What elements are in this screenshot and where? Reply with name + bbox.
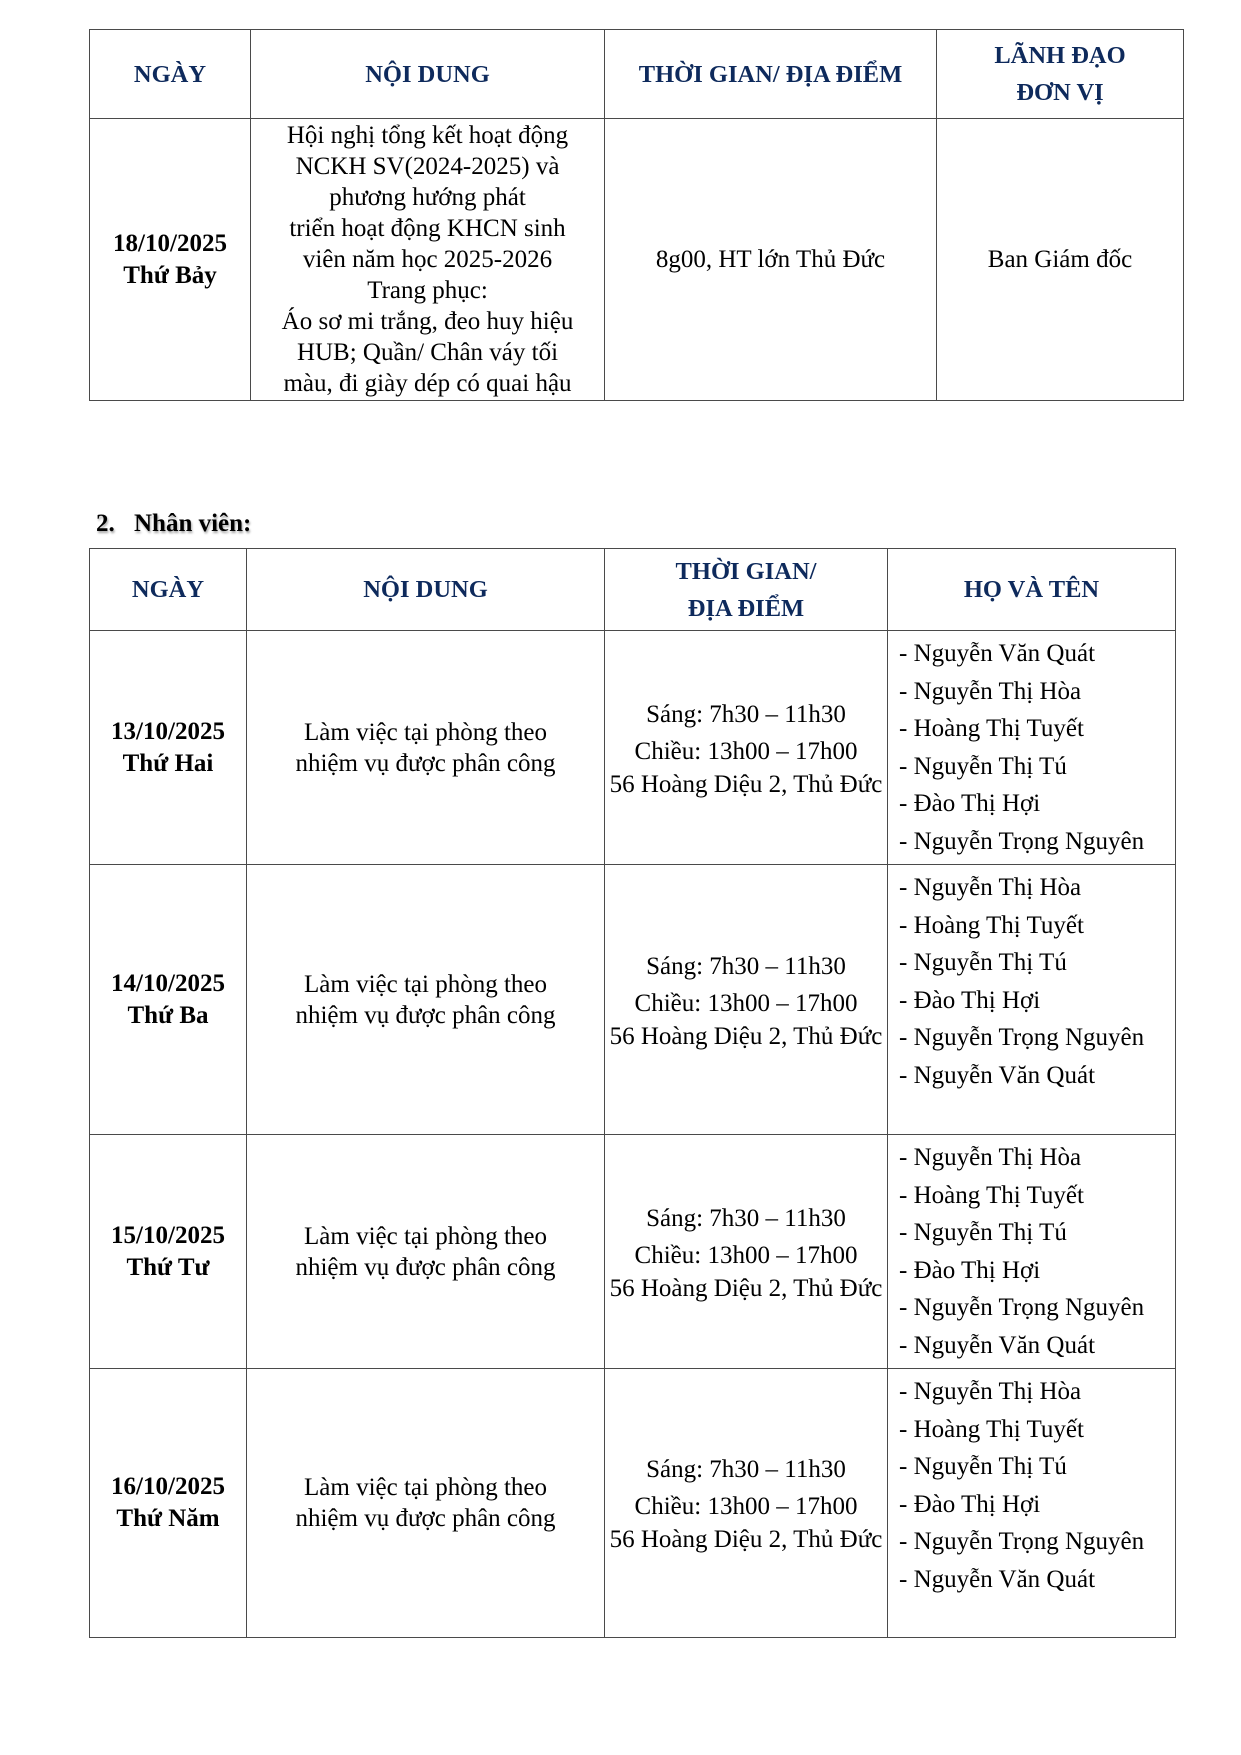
staff-name: - Hoàng Thị Tuyết — [899, 710, 1165, 748]
time-place-cell — [605, 1369, 888, 1638]
staff-name: - Đào Thị Hợi — [899, 1486, 1165, 1524]
staff-name: - Nguyễn Thị Tú — [899, 1448, 1165, 1486]
address: 56 Hoàng Diệu 2, Thủ Đức — [609, 1022, 883, 1050]
morning-hours: Sáng: 7h30 – 11h30 — [646, 1456, 846, 1483]
header-content: NỘI DUNG — [251, 30, 605, 119]
table-row — [90, 1135, 1176, 1369]
address: 56 Hoàng Diệu 2, Thủ Đức — [609, 770, 883, 798]
names-cell — [888, 1369, 1176, 1638]
staff-name: - Nguyễn Thị Hòa — [899, 1139, 1165, 1177]
staff-name: - Hoàng Thị Tuyết — [899, 1177, 1165, 1215]
date-cell — [90, 631, 247, 865]
afternoon-hours: Chiều: 13h00 – 17h00 — [634, 737, 858, 765]
content-cell — [251, 119, 605, 401]
date-cell — [90, 119, 251, 401]
morning-hours: Sáng: 7h30 – 11h30 — [646, 1204, 846, 1232]
section-heading-staff — [96, 510, 251, 538]
content-line: HUB; Quần/ Chân váy tối — [296, 339, 559, 366]
header-time-place-line: THỜI GIAN/ — [675, 557, 817, 585]
content-line: nhiệm vụ được phân công — [295, 1505, 556, 1532]
staff-name: - Đào Thị Hợi — [899, 1252, 1165, 1290]
staff-name: - Nguyễn Văn Quát — [899, 1057, 1165, 1095]
content-line: triển hoạt động KHCN sinh — [289, 215, 566, 242]
header-time-place: THỜI GIAN/ ĐỊA ĐIỂM — [605, 30, 937, 119]
staff-name: - Nguyễn Trọng Nguyên — [899, 823, 1165, 861]
date: 13/10/2025 — [111, 717, 225, 745]
content-line: Làm việc tại phòng theo — [304, 1474, 547, 1501]
weekday: Thứ Hai — [122, 749, 214, 777]
time-place-cell — [605, 865, 888, 1135]
staff-name: - Hoàng Thị Tuyết — [899, 1411, 1165, 1449]
staff-name-list — [899, 1139, 1165, 1364]
staff-name: - Nguyễn Trọng Nguyên — [899, 1019, 1165, 1057]
staff-name: - Nguyễn Trọng Nguyên — [899, 1289, 1165, 1327]
weekday: Thứ Ba — [127, 1001, 209, 1029]
leaders-schedule-table — [89, 29, 1184, 401]
leader-cell: Ban Giám đốc — [937, 119, 1184, 401]
section-title: Nhân viên: — [134, 510, 252, 537]
morning-hours: Sáng: 7h30 – 11h30 — [646, 700, 846, 728]
staff-name: - Nguyễn Thị Tú — [899, 748, 1165, 786]
afternoon-hours: Chiều: 13h00 – 17h00 — [634, 1493, 858, 1520]
content-line: nhiệm vụ được phân công — [295, 749, 556, 777]
address: 56 Hoàng Diệu 2, Thủ Đức — [609, 1526, 883, 1553]
staff-name: - Nguyễn Văn Quát — [899, 1327, 1165, 1365]
staff-name: - Nguyễn Thị Tú — [899, 1214, 1165, 1252]
date: 18/10/2025 — [113, 229, 227, 257]
time-place-cell — [605, 1135, 888, 1369]
date: 16/10/2025 — [111, 1473, 225, 1500]
staff-name-list — [899, 1373, 1165, 1598]
staff-name: - Nguyễn Thị Hòa — [899, 1373, 1165, 1411]
morning-hours: Sáng: 7h30 – 11h30 — [646, 952, 846, 980]
content-line: Làm việc tại phòng theo — [304, 718, 547, 746]
afternoon-hours: Chiều: 13h00 – 17h00 — [634, 989, 858, 1017]
time-place-cell — [605, 631, 888, 865]
content-line: Hội nghị tổng kết hoạt động — [286, 122, 569, 149]
staff-schedule-table — [89, 548, 1176, 1638]
content-line: viên năm học 2025-2026 — [302, 246, 553, 273]
header-date: NGÀY — [90, 549, 247, 631]
content-cell — [247, 1369, 605, 1638]
content-line: nhiệm vụ được phân công — [295, 1001, 556, 1029]
staff-name: - Nguyễn Thị Hòa — [899, 869, 1165, 907]
content-line: Làm việc tại phòng theo — [304, 970, 547, 998]
staff-name: - Đào Thị Hợi — [899, 982, 1165, 1020]
table-row — [90, 865, 1176, 1135]
header-leader-line: LÃNH ĐẠO — [994, 42, 1126, 69]
date-cell — [90, 865, 247, 1135]
staff-name: - Nguyễn Thị Hòa — [899, 673, 1165, 711]
date: 15/10/2025 — [111, 1221, 225, 1249]
table-row — [90, 631, 1176, 865]
staff-name-list — [899, 869, 1165, 1094]
table-row — [90, 1369, 1176, 1638]
weekday: Thứ Bảy — [123, 261, 217, 289]
content-line: Áo sơ mi trắng, đeo huy hiệu — [281, 308, 574, 335]
content-cell — [247, 1135, 605, 1369]
content-line: NCKH SV(2024-2025) và — [295, 153, 560, 180]
content-line: phương hướng phát — [329, 184, 526, 211]
staff-name: - Nguyễn Trọng Nguyên — [899, 1523, 1165, 1561]
date-cell — [90, 1135, 247, 1369]
staff-name: - Nguyễn Văn Quát — [899, 635, 1165, 673]
table-header-row — [90, 549, 1176, 631]
date: 14/10/2025 — [111, 969, 225, 997]
afternoon-hours: Chiều: 13h00 – 17h00 — [634, 1241, 858, 1269]
header-time-place-line: ĐỊA ĐIỂM — [687, 594, 805, 622]
names-cell — [888, 865, 1176, 1135]
table-row — [90, 119, 1184, 401]
header-leader — [937, 30, 1184, 119]
content-cell — [247, 631, 605, 865]
content-cell — [247, 865, 605, 1135]
time-place-cell: 8g00, HT lớn Thủ Đức — [605, 119, 937, 401]
staff-name: - Nguyễn Văn Quát — [899, 1561, 1165, 1599]
content-line: Làm việc tại phòng theo — [304, 1222, 547, 1250]
section-number: 2. — [96, 510, 115, 537]
staff-name: - Nguyễn Thị Tú — [899, 944, 1165, 982]
header-content: NỘI DUNG — [247, 549, 605, 631]
names-cell — [888, 631, 1176, 865]
content-line: màu, đi giày dép có quai hậu — [283, 370, 572, 397]
names-cell — [888, 1135, 1176, 1369]
content-line: Trang phục: — [367, 277, 488, 304]
date-cell — [90, 1369, 247, 1638]
header-date: NGÀY — [90, 30, 251, 119]
staff-name: - Đào Thị Hợi — [899, 785, 1165, 823]
table-header-row — [90, 30, 1184, 119]
header-leader-line: ĐƠN VỊ — [1016, 79, 1104, 106]
staff-name: - Hoàng Thị Tuyết — [899, 907, 1165, 945]
weekday: Thứ Tư — [126, 1253, 210, 1281]
header-full-name: HỌ VÀ TÊN — [888, 549, 1176, 631]
content-line: nhiệm vụ được phân công — [295, 1253, 556, 1281]
weekday: Thứ Năm — [116, 1505, 220, 1532]
header-time-place — [605, 549, 888, 631]
staff-name-list — [899, 635, 1165, 860]
address: 56 Hoàng Diệu 2, Thủ Đức — [609, 1274, 883, 1302]
